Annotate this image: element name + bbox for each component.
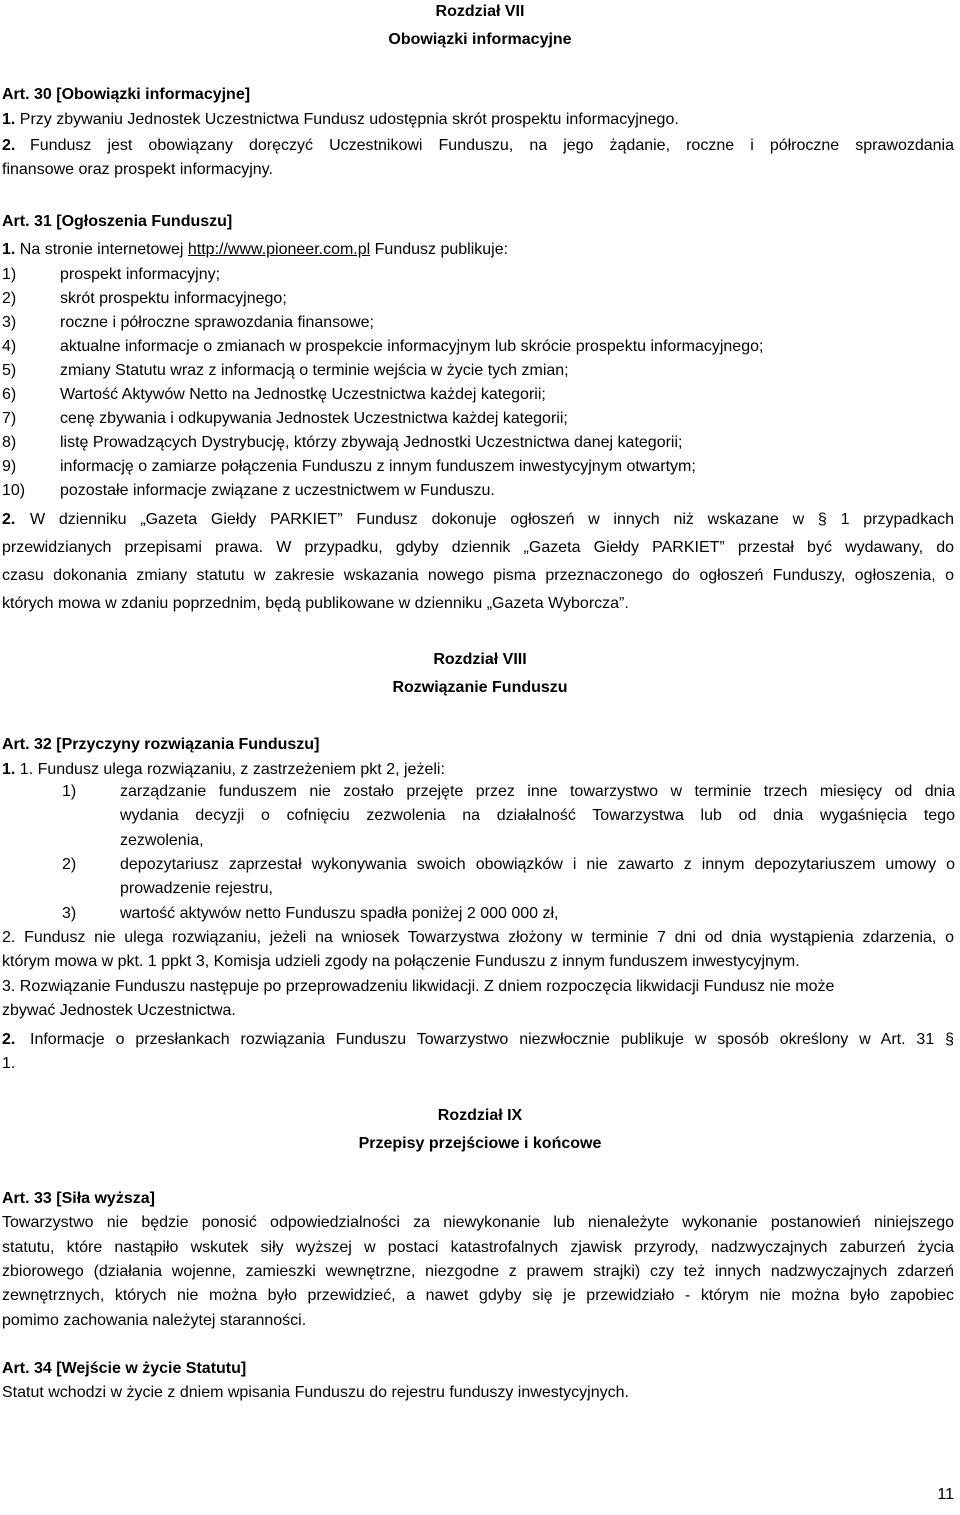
page-number: 11 (937, 1486, 954, 1503)
para-text-post: Fundusz publikuje: (370, 241, 509, 258)
art-33-line-2: statutu, które nastąpiło wskutek siły wyższej w postaci katastrofalnych zjawisk przyrody, nadzwyczajnych zaburzeń życia (2, 1239, 954, 1256)
para-number: 2. (2, 511, 16, 528)
list-item-number: 2) (2, 290, 17, 307)
para-number: 1. (2, 761, 16, 778)
chapter-ix-subtitle: Przepisy przejściowe i końcowe (358, 1135, 602, 1152)
para-text: Fundusz jest obowiązany doręczyć Uczestnikowi Funduszu, na jego żądanie, roczne i półroczne sprawozdania (30, 137, 954, 154)
list-item-number: 8) (2, 434, 17, 451)
para-text-pre: Na stronie internetowej (19, 241, 188, 258)
art-31-para-2-line-3: czasu dokonania zmiany statutu w zakresie wskazania nowego pisma przeznaczonego do ogłoszeń Funduszy, ogłoszenia, o (2, 567, 954, 584)
para-text: 1. Fundusz ulega rozwiązaniu, z zastrzeżeniem pkt 2, jeżeli: (19, 761, 445, 778)
para-number: 2. (2, 1031, 16, 1048)
chapter-viii-title: Rozdział VIII (433, 651, 527, 668)
list-item-text: informację o zamiarze połączenia Funduszu z innym funduszem inwestycyjnym otwartym; (60, 458, 696, 475)
chapter-viii-subtitle: Rozwiązanie Funduszu (392, 679, 568, 696)
art-32-para-2-line-2: którym mowa w pkt. 1 ppkt 3, Komisja udzieli zgody na połączenie Funduszu z innym funduszem inwestycyjnym. (2, 953, 800, 970)
para-number: 1. (2, 241, 16, 258)
art-32-item-1-line-3: zezwolenia, (120, 832, 204, 849)
chapter-vii-title: Rozdział VII (435, 3, 525, 20)
para-text: Informacje o przesłankach rozwiązania Funduszu Towarzystwo niezwłocznie publikuje w sposób określony w Art. 31 § (30, 1031, 954, 1048)
art-30-para-1 (2, 110, 679, 130)
art-32-item-2-line-2: prowadzenie rejestru, (120, 880, 273, 897)
para-number: 1. (2, 111, 16, 128)
list-item-number: 9) (2, 458, 17, 475)
list-item-number: 5) (2, 362, 17, 379)
art-33-line-5: pomimo zachowania należytej staranności. (2, 1312, 307, 1329)
art-30-para-2-line-2: finansowe oraz prospekt informacyjny. (2, 161, 273, 178)
art-31-heading: Art. 31 [Ogłoszenia Funduszu] (2, 213, 233, 230)
art-32-para-2-line-1: 2. Fundusz nie ulega rozwiązaniu, jeżeli na wniosek Towarzystwa złożony w terminie 7 dni od dnia wystąpienia zdarzenia, o (2, 929, 954, 946)
art-33-line-4: zewnętrznych, których nie można było przewidzieć, a nawet gdyby się je przewidziało - którym nie można było zapobiec (2, 1287, 954, 1304)
art-31-para-1 (2, 240, 508, 260)
art-31-para-2-line-1 (2, 510, 954, 530)
art-33-line-3: zbiorowego (działania wojenne, zamieszki wewnętrzne, niezgodne z prawem strajki) czy też innych nadzwyczajnych zdarzeń (2, 1263, 954, 1280)
chapter-ix-title: Rozdział IX (437, 1107, 523, 1124)
website-link[interactable]: http://www.pioneer.com.pl (187, 241, 371, 258)
list-item-text: cenę zbywania i odkupywania Jednostek Uczestnictwa każdej kategorii; (60, 410, 568, 427)
list-item-text: roczne i półroczne sprawozdania finansowe; (60, 314, 374, 331)
list-item-text: skrót prospektu informacyjnego; (60, 290, 287, 307)
art-33-heading: Art. 33 [Siła wyższa] (2, 1190, 155, 1207)
para-number: 2. (2, 137, 16, 154)
art-32-para-3-line-1: 3. Rozwiązanie Funduszu następuje po przeprowadzeniu likwidacji. Z dniem rozpoczęcia likwidacji Fundusz nie może (2, 978, 835, 995)
list-item-number: 7) (2, 410, 17, 427)
art-32-para-4-line-2: 1. (2, 1055, 16, 1072)
art-30-para-2-line-1 (2, 136, 954, 156)
list-item-number: 4) (2, 338, 17, 355)
list-item-text: listę Prowadzących Dystrybucję, którzy zbywają Jednostki Uczestnictwa danej kategorii; (60, 434, 683, 451)
para-text: Przy zbywaniu Jednostek Uczestnictwa Fundusz udostępnia skrót prospektu informacyjnego. (19, 111, 679, 128)
list-item-number: 1) (2, 266, 17, 283)
list-item-number: 6) (2, 386, 17, 403)
art-33-line-1: Towarzystwo nie będzie ponosić odpowiedzialności za niewykonanie lub nienależyte wykonanie postanowień niniejszego (2, 1214, 954, 1231)
art-32-item-1-number: 1) (62, 783, 77, 800)
list-item-text: aktualne informacje o zmianach w prospekcie informacyjnym lub skrócie prospektu informacyjnego; (60, 338, 764, 355)
list-item-number: 3) (2, 314, 17, 331)
art-32-item-1-line-1: zarządzanie funduszem nie zostało przejęte przez inne towarzystwo w terminie trzech miesięcy od dnia (120, 783, 955, 800)
art-32-para-4-line-1 (2, 1030, 954, 1050)
para-text: W dzienniku „Gazeta Giełdy PARKIET” Fundusz dokonuje ogłoszeń w innych niż wskazane w § 1 przypadkach (30, 511, 954, 528)
art-32-item-1-line-2: wydania decyzji o cofnięciu zezwolenia na działalność Towarzystwa lub od dnia wygaśnięcia tego (120, 807, 955, 824)
art-31-para-2-line-4: których mowa w zdaniu poprzednim, będą publikowane w dzienniku „Gazeta Wyborcza”. (2, 595, 629, 612)
art-32-item-2-number: 2) (62, 856, 77, 873)
art-32-heading: Art. 32 [Przyczyny rozwiązania Funduszu] (2, 736, 320, 753)
list-item-text: prospekt informacyjny; (60, 266, 221, 283)
list-item-text: pozostałe informacje związane z uczestnictwem w Funduszu. (60, 482, 495, 499)
list-item-text: zmiany Statutu wraz z informacją o terminie wejścia w życie tych zmian; (60, 362, 569, 379)
art-32-para-3-line-2: zbywać Jednostek Uczestnictwa. (2, 1002, 236, 1019)
list-item-number: 10) (2, 482, 26, 499)
art-32-item-3-number: 3) (62, 905, 77, 922)
art-30-heading: Art. 30 [Obowiązki informacyjne] (2, 86, 251, 103)
art-34-heading: Art. 34 [Wejście w życie Statutu] (2, 1360, 247, 1377)
art-32-para-1 (2, 760, 445, 780)
art-34-line-1: Statut wchodzi w życie z dniem wpisania Funduszu do rejestru funduszy inwestycyjnych. (2, 1384, 629, 1401)
chapter-vii-subtitle: Obowiązki informacyjne (388, 31, 572, 48)
art-31-para-2-line-2: przewidzianych przepisami prawa. W przypadku, gdyby dziennik „Gazeta Giełdy PARKIET” przestał być wydawany, do (2, 539, 954, 556)
list-item-text: Wartość Aktywów Netto na Jednostkę Uczestnictwa każdej kategorii; (60, 386, 546, 403)
art-32-item-2-line-1: depozytariusz zaprzestał wykonywania swoich obowiązków i nie zawarto z innym depozytariuszem umowy o (120, 856, 955, 873)
art-32-item-3-line-1: wartość aktywów netto Funduszu spadła poniżej 2 000 000 zł, (120, 905, 559, 922)
